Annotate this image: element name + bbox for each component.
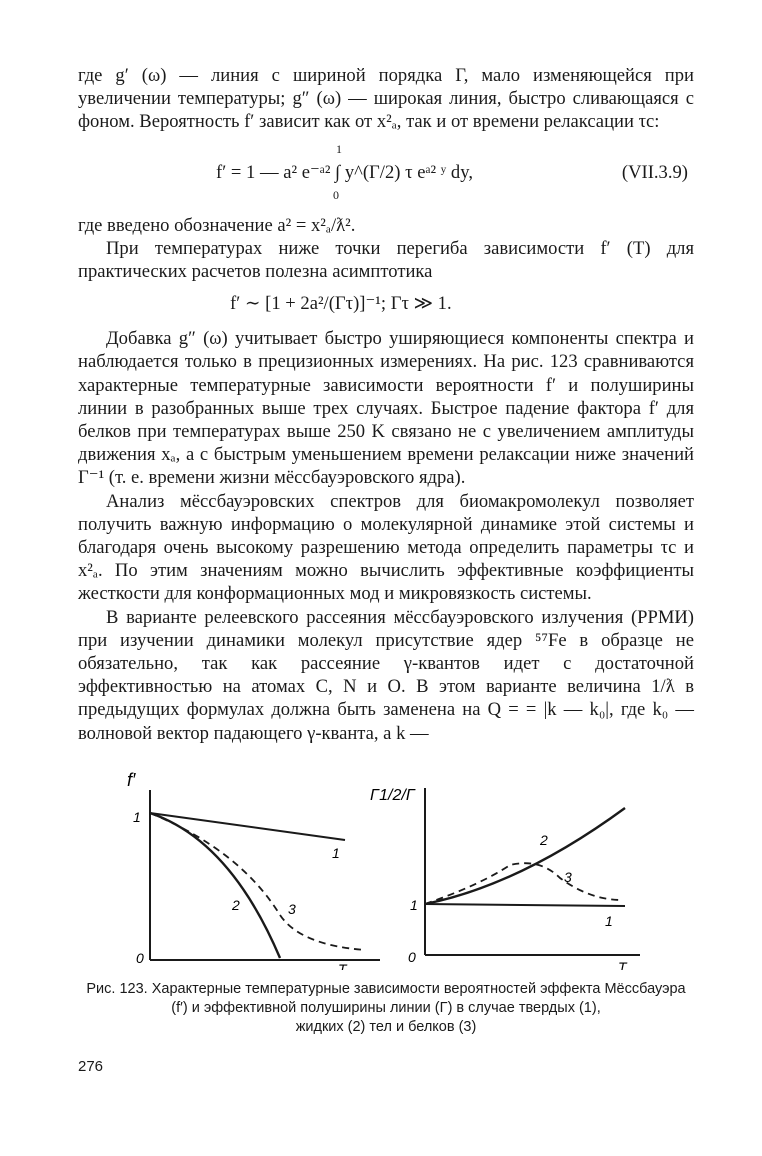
formula-asymptotic: [78, 283, 694, 327]
formula-number: (VII.3.9): [621, 161, 688, 183]
integral-lower-limit: 0: [333, 187, 339, 202]
left-y-one: 1: [133, 809, 141, 825]
paragraph-5: Анализ мёссбауэровских спектров для биомакромолекул позволяет получить важную информацию о молекулярной динамике этой системы и благодаря очень высокому разрешению метода определить параметры τc и x²ₐ. По этим значениям можно вычислить эффективные коэффициенты жесткости для конформационных мод и микровязкость системы.: [78, 490, 694, 605]
caption-line-1: Рис. 123. Характерные температурные зависимости вероятностей эффекта Мёссбауэра (f′) и эффективной полуширины линии (Γ) в случае твердых (1),: [86, 981, 686, 1016]
right-curve-1: [425, 904, 625, 906]
formula-1-expression: f′ = 1 — a² e⁻ᵃ² ∫ y^(Γ/2) τ eᵃ² ʸ dy,: [216, 161, 473, 183]
paragraph-4: Добавка g″ (ω) учитывает быстро уширяющиеся компоненты спектра и наблюдается только в прецизионных измерениях. На рис. 123 сравниваются характерные температурные зависимости вероятности f′ и полуширины линии в разобранных выше трех случаях. Быстрое падение фактора f′ для белков при температурах выше 250 K связано не с увеличением амплитуды движения xₐ, а с быстрым уменьшением времени релаксации ниже значений Γ⁻¹ (т. е. времени жизни мёссбауэровского ядра).: [78, 328, 694, 489]
left-ylabel: f′: [127, 770, 136, 790]
caption-line-2: жидких (2) тел и белков (3): [295, 1019, 477, 1035]
formula-vii-3-9: [78, 134, 694, 214]
formula-2-expression: f′ ∼ [1 + 2a²/(Γτ)]⁻¹; Γτ ≫ 1.: [230, 293, 452, 315]
right-curve-label-1: 1: [605, 913, 613, 929]
left-y-zero: 0: [136, 950, 144, 966]
right-y-one: 1: [410, 897, 418, 913]
right-ylabel: Γ1/2/Γ: [370, 787, 415, 804]
left-curve-label-2: 2: [232, 897, 240, 913]
left-curve-3: [150, 813, 365, 950]
left-plot: [127, 770, 380, 970]
left-curve-label-1: 1: [332, 845, 340, 861]
integral-upper-limit: 1: [336, 141, 342, 156]
paragraph-3: При температурах ниже точки перегиба зависимости f′ (T) для практических расчетов полезна асимптотика: [78, 237, 694, 283]
right-y-zero: 0: [408, 949, 416, 965]
paragraph-2: где введено обозначение a² = x²ₐ/ƛ².: [78, 214, 356, 236]
left-curve-label-3: 3: [288, 901, 296, 917]
figure-caption: [80, 980, 692, 1037]
page-number: 276: [78, 1058, 104, 1075]
figure-123-plots: [0, 700, 762, 970]
right-curve-label-2: 2: [540, 832, 548, 848]
right-plot: [370, 787, 640, 970]
right-curve-label-3: 3: [564, 869, 572, 885]
paragraph-6: В варианте релеевского рассеяния мёссбауэровского излучения (РРМИ) при изучении динамики молекул присутствие ядер ⁵⁷Fe в образце не обязательно, так как рассеяние γ-квантов идет с достаточной эффективностью на атомах C, N и O. В этом варианте величина 1/ƛ в предыдущих формулах должна быть заменена на Q = = |k — k₀|, где k₀ — волновой вектор падающего γ-кванта, а k —: [78, 606, 694, 744]
paragraph-1: где g′ (ω) — линия с шириной порядка Γ, мало изменяющейся при увеличении температуры; g″ (ω) — широкая линия, быстро сливающаяся с фоном. Вероятность f′ зависит как от x²ₐ, так и от времени релаксации τc:: [78, 65, 694, 133]
right-curve-2: [425, 808, 625, 904]
figure-123: [0, 700, 762, 970]
left-curve-2: [150, 813, 280, 958]
left-xlabel: T: [338, 961, 347, 970]
right-xlabel: T: [618, 959, 627, 970]
page-body: [78, 64, 694, 745]
